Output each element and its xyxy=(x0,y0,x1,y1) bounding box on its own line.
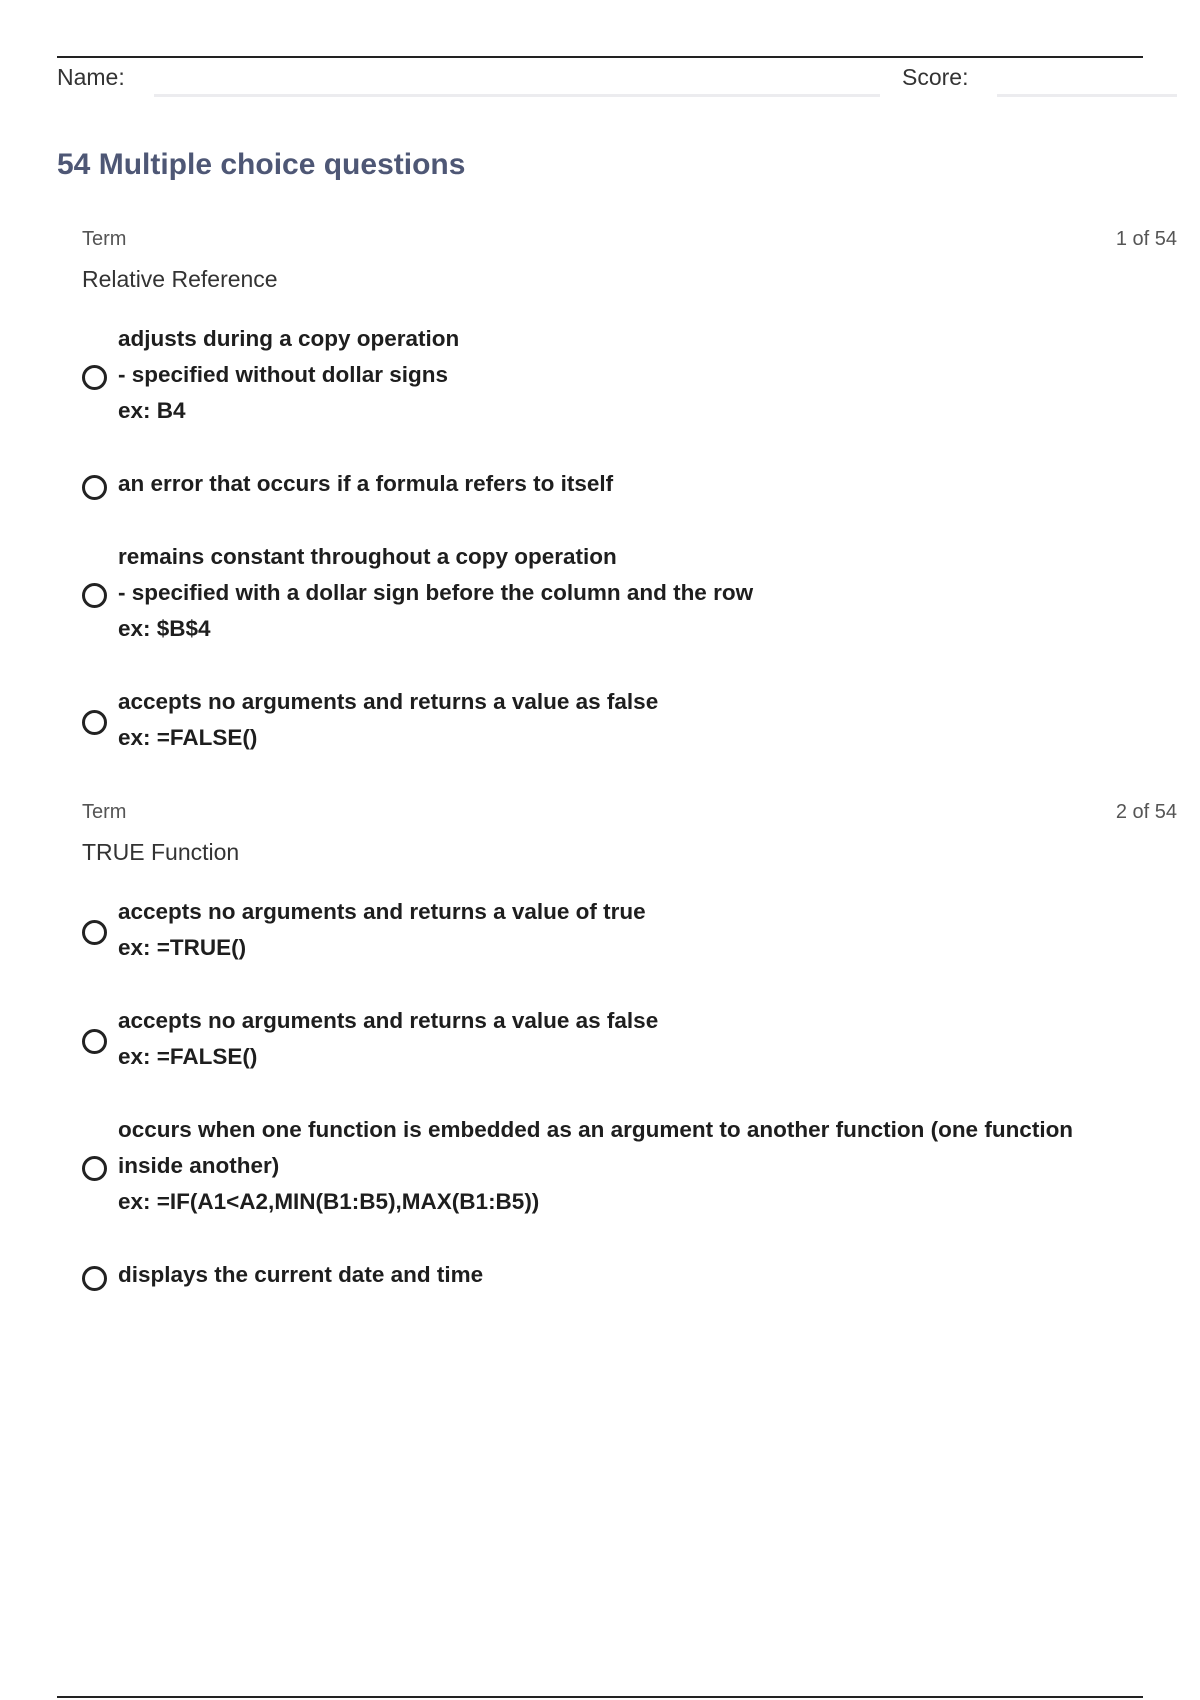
option-text: ex: =TRUE() xyxy=(118,935,247,960)
term-label: Term xyxy=(82,801,127,823)
question-counter: 2 of 54 xyxy=(1115,801,1177,823)
option-text: ex: =FALSE() xyxy=(118,1044,258,1069)
term-text: TRUE Function xyxy=(82,839,240,865)
radio-button-icon[interactable] xyxy=(82,920,107,945)
name-field[interactable] xyxy=(154,94,880,97)
option-text: ex: =FALSE() xyxy=(118,725,258,750)
option-text: accepts no arguments and returns a value of true xyxy=(118,899,646,924)
radio-button-icon[interactable] xyxy=(82,1266,107,1291)
radio-button-icon[interactable] xyxy=(82,475,107,500)
score-label: Score: xyxy=(902,64,969,90)
option-text: ex: $B$4 xyxy=(118,616,211,641)
option-text: - specified without dollar signs xyxy=(118,362,449,387)
radio-button-icon[interactable] xyxy=(82,1156,107,1181)
top-rule xyxy=(57,56,1143,58)
option-text: accepts no arguments and returns a value as false xyxy=(118,689,659,714)
radio-button-icon[interactable] xyxy=(82,710,107,735)
option-text: ex: B4 xyxy=(118,398,186,423)
header-row xyxy=(57,62,1177,102)
name-label: Name: xyxy=(57,64,125,90)
option-text: accepts no arguments and returns a value as false xyxy=(118,1008,659,1033)
option-text: occurs when one function is embedded as an argument to another function (one function xyxy=(118,1117,1074,1142)
option-text: - specified with a dollar sign before the column and the row xyxy=(118,580,754,605)
option-text: remains constant throughout a copy operation xyxy=(118,544,617,569)
option-text: ex: =IF(A1<A2,MIN(B1:B5),MAX(B1:B5)) xyxy=(118,1189,540,1214)
radio-button-icon[interactable] xyxy=(82,365,107,390)
radio-button-icon[interactable] xyxy=(82,1029,107,1054)
question-counter: 1 of 54 xyxy=(1115,228,1177,250)
option-text: an error that occurs if a formula refers to itself xyxy=(118,471,614,496)
option-text: displays the current date and time xyxy=(118,1262,484,1287)
option-text: adjusts during a copy operation xyxy=(118,326,460,351)
option-text: inside another) xyxy=(118,1153,280,1178)
radio-button-icon[interactable] xyxy=(82,583,107,608)
term-text: Relative Reference xyxy=(82,266,278,292)
term-label: Term xyxy=(82,228,127,250)
score-field[interactable] xyxy=(997,94,1177,97)
bottom-rule xyxy=(57,1696,1143,1698)
page-title: 54 Multiple choice questions xyxy=(57,148,466,181)
